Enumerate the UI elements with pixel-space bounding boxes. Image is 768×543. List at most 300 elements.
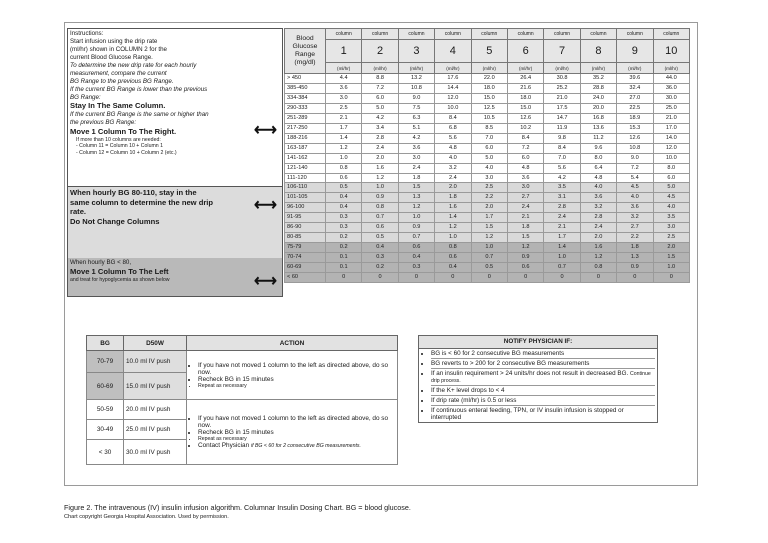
rate-cell: 2.0 — [580, 233, 616, 243]
instruction-line: If more than 10 columns are needed: — [76, 136, 161, 143]
rate-cell: 0.6 — [398, 243, 434, 253]
rate-cell: 4.0 — [617, 193, 653, 203]
rate-cell: 0.7 — [471, 253, 507, 263]
rate-cell: 3.0 — [507, 183, 543, 193]
rate-cell: 2.4 — [507, 203, 543, 213]
rate-cell: 18.9 — [617, 113, 653, 123]
rate-cell: 3.2 — [617, 213, 653, 223]
rate-cell: 1.3 — [617, 253, 653, 263]
rate-cell: 0.9 — [362, 193, 398, 203]
rate-cell: 1.0 — [362, 183, 398, 193]
rate-cell: 0.5 — [471, 263, 507, 273]
contact-physician-text: Contact Physician — [198, 442, 250, 449]
rate-cell: 0.6 — [507, 263, 543, 273]
rate-cell: 3.0 — [398, 153, 434, 163]
rate-cell: 1.0 — [544, 253, 580, 263]
rate-cell: 18.0 — [471, 83, 507, 93]
rate-cell: 0.8 — [362, 203, 398, 213]
rate-cell: 18.0 — [507, 93, 543, 103]
rate-cell: 7.0 — [544, 153, 580, 163]
contact-physician-note: if BG < 60 for 2 consecutive BG measurements. — [250, 443, 361, 449]
table-row — [285, 93, 690, 103]
column-word: column — [471, 29, 507, 40]
rate-cell: 1.7 — [544, 233, 580, 243]
rate-cell: 14.7 — [544, 113, 580, 123]
column-number: 7 — [544, 40, 580, 63]
column-word: column — [544, 29, 580, 40]
rate-cell: 12.0 — [653, 143, 689, 153]
column-word: column — [362, 29, 398, 40]
rate-cell: 2.5 — [471, 183, 507, 193]
bg-range-cell: 188-216 — [285, 133, 326, 143]
rate-cell: 0.2 — [326, 233, 362, 243]
column-number: 6 — [507, 40, 543, 63]
rate-cell: 3.5 — [544, 183, 580, 193]
rate-cell: 1.2 — [326, 143, 362, 153]
notify-item-text: If drip rate (ml/hr) is 0.5 or less — [431, 397, 517, 404]
table-row — [285, 74, 690, 84]
rate-cell: 2.7 — [507, 193, 543, 203]
rate-cell: 0.5 — [362, 233, 398, 243]
column-unit: (ml/hr) — [507, 63, 543, 74]
rate-cell: 2.4 — [398, 163, 434, 173]
rate-cell: 12.5 — [471, 103, 507, 113]
rate-cell: 21.0 — [544, 93, 580, 103]
column-unit: (ml/hr) — [617, 63, 653, 74]
rate-cell: 4.8 — [580, 173, 616, 183]
table-row — [285, 143, 690, 153]
rate-cell: 5.0 — [471, 153, 507, 163]
rate-cell: 3.0 — [653, 223, 689, 233]
rate-cell: 2.7 — [617, 223, 653, 233]
rate-cell: 0 — [653, 273, 689, 283]
bg-range-cell: 141-162 — [285, 153, 326, 163]
bg-range-cell: 385-450 — [285, 83, 326, 93]
bg-range-cell: 96-100 — [285, 203, 326, 213]
instruction-line: If the current BG Range is lower than the previous — [70, 85, 208, 93]
table-row — [285, 133, 690, 143]
rate-cell: 6.0 — [471, 143, 507, 153]
rate-cell: 4.2 — [362, 113, 398, 123]
instruction-line: Start infusion using the drip rate — [70, 37, 158, 45]
rate-cell: 2.2 — [617, 233, 653, 243]
dosing-table-body — [285, 74, 690, 283]
rate-cell: 10.2 — [507, 123, 543, 133]
instruction-line: When hourly BG < 80, — [70, 259, 132, 266]
d50w-cell: 30.0 ml IV push — [124, 440, 187, 465]
rate-cell: 11.9 — [544, 123, 580, 133]
bg-range-header: Blood Glucose Range (mg/dl) — [285, 29, 326, 74]
rate-cell: 1.2 — [471, 233, 507, 243]
rate-cell: 1.7 — [471, 213, 507, 223]
table-row — [285, 113, 690, 123]
rate-cell: 5.1 — [398, 123, 434, 133]
action-item: • If you have not moved 1 column to the left as directed above, do so now. — [198, 415, 395, 429]
rate-cell: 17.0 — [653, 123, 689, 133]
bg-range-cell: 290-333 — [285, 103, 326, 113]
rate-cell: 8.4 — [544, 143, 580, 153]
bg-range-cell: 80-85 — [285, 233, 326, 243]
notify-item-text: BG is < 60 for 2 consecutive BG measurements — [431, 350, 565, 357]
rate-cell: 0.1 — [326, 263, 362, 273]
table-row — [285, 203, 690, 213]
rate-cell: 0.8 — [580, 263, 616, 273]
rate-cell: 10.0 — [653, 153, 689, 163]
column-word: column — [435, 29, 471, 40]
notify-item — [431, 386, 655, 396]
notify-item-text: BG reverts to > 200 for 2 consecutive BG measurements — [431, 360, 590, 367]
caption-main: Figure 2. The intravenous (IV) insulin infusion algorithm. Columnar Insulin Dosing Chart. BG = blood glucose. — [64, 503, 411, 512]
notify-item-text: If continuous enteral feeding, TPN, or IV insulin infusion is stopped or interrupted — [431, 407, 624, 421]
column-number: 2 — [362, 40, 398, 63]
rate-cell: 3.2 — [580, 203, 616, 213]
table-row — [285, 103, 690, 113]
rate-cell: 15.3 — [617, 123, 653, 133]
rate-cell: 1.4 — [435, 213, 471, 223]
rate-cell: 1.7 — [326, 123, 362, 133]
instruction-line: - Column 11 = Column 10 + Column 1 — [76, 143, 163, 150]
instruction-line: Move 1 Column To The Left — [70, 266, 169, 276]
column-unit: (ml/hr) — [544, 63, 580, 74]
rate-cell: 5.0 — [362, 103, 398, 113]
instruction-line: BG Range: — [70, 93, 101, 101]
rate-cell: 6.4 — [580, 163, 616, 173]
rate-cell: 7.2 — [507, 143, 543, 153]
rate-cell: 13.2 — [398, 74, 434, 84]
column-word: column — [326, 29, 362, 40]
rate-cell: 6.3 — [398, 113, 434, 123]
rate-cell: 8.5 — [471, 123, 507, 133]
column-unit: (ml/hr) — [326, 63, 362, 74]
rate-cell: 4.5 — [617, 183, 653, 193]
bg-range-cell: 60-69 — [285, 263, 326, 273]
bg-range-cell: < 60 — [285, 273, 326, 283]
rate-cell: 26.4 — [507, 74, 543, 84]
rate-cell: 1.0 — [653, 263, 689, 273]
rate-cell: 1.0 — [326, 153, 362, 163]
rate-cell: 1.5 — [398, 183, 434, 193]
table-row — [285, 153, 690, 163]
rate-cell: 7.0 — [471, 133, 507, 143]
bg-cell: 50-59 — [87, 400, 124, 420]
action-item: • Recheck BG in 15 minutes — [198, 376, 395, 383]
d50w-cell: 20.0 ml IV push — [124, 400, 187, 420]
instruction-line: measurement, compare the current — [70, 69, 167, 77]
rate-cell: 13.6 — [580, 123, 616, 133]
rate-cell: 0.6 — [362, 223, 398, 233]
instruction-line: - Column 12 = Column 10 + Column 2 (etc.) — [76, 150, 177, 157]
column-unit: (ml/hr) — [362, 63, 398, 74]
rate-cell: 17.6 — [435, 74, 471, 84]
rate-cell: 39.6 — [617, 74, 653, 84]
rate-cell: 1.8 — [398, 173, 434, 183]
rate-cell: 10.8 — [398, 83, 434, 93]
instruction-line: Instructions: — [70, 30, 104, 37]
rate-cell: 0.6 — [435, 253, 471, 263]
table-row — [285, 253, 690, 263]
column-unit: (ml/hr) — [471, 63, 507, 74]
instruction-line: (ml/hr) shown in COLUMN 2 for the — [70, 45, 167, 53]
rate-cell: 1.8 — [507, 223, 543, 233]
rate-cell: 2.0 — [435, 183, 471, 193]
rate-cell: 32.4 — [617, 83, 653, 93]
rate-cell: 5.6 — [544, 163, 580, 173]
rate-cell: 3.1 — [544, 193, 580, 203]
rate-cell: 1.0 — [435, 233, 471, 243]
instructions-panel — [67, 28, 283, 297]
rate-cell: 1.2 — [580, 253, 616, 263]
notify-physician-box — [418, 335, 658, 423]
table-row — [285, 123, 690, 133]
instruction-line: Do Not Change Columns — [70, 217, 160, 227]
rate-cell: 0 — [471, 273, 507, 283]
rate-cell: 1.2 — [398, 203, 434, 213]
rate-cell: 0.9 — [398, 223, 434, 233]
rate-cell: 24.0 — [580, 93, 616, 103]
rate-cell: 8.4 — [435, 113, 471, 123]
instruction-line: When hourly BG 80-110, stay in the — [70, 188, 197, 197]
rate-cell: 36.0 — [653, 83, 689, 93]
rate-cell: 7.2 — [362, 83, 398, 93]
rate-cell: 9.6 — [580, 143, 616, 153]
rate-cell: 30.0 — [653, 93, 689, 103]
rate-cell: 1.8 — [617, 243, 653, 253]
rate-cell: 2.4 — [580, 223, 616, 233]
rate-cell: 5.0 — [653, 183, 689, 193]
bg-range-cell: > 450 — [285, 74, 326, 84]
rate-cell: 15.0 — [507, 103, 543, 113]
rate-cell: 1.6 — [580, 243, 616, 253]
column-number: 8 — [580, 40, 616, 63]
rate-cell: 0.8 — [326, 163, 362, 173]
action-cell — [187, 351, 398, 400]
rate-cell: 0.1 — [326, 253, 362, 263]
table-row — [285, 273, 690, 283]
stay-same-column-block — [68, 186, 282, 260]
instruction-line: same column to determine the new drip — [70, 197, 214, 207]
rate-cell: 1.0 — [398, 213, 434, 223]
rate-cell: 2.4 — [544, 213, 580, 223]
rate-cell: 6.0 — [653, 173, 689, 183]
rate-cell: 0.3 — [326, 213, 362, 223]
rate-cell: 0.6 — [326, 173, 362, 183]
d50w-cell: 25.0 ml IV push — [124, 420, 187, 440]
rate-cell: 0.4 — [435, 263, 471, 273]
rate-cell: 2.8 — [580, 213, 616, 223]
rate-cell: 12.0 — [435, 93, 471, 103]
table-row — [285, 173, 690, 183]
notify-list — [419, 349, 657, 422]
rate-cell: 1.2 — [435, 223, 471, 233]
rate-cell: 6.0 — [362, 93, 398, 103]
notify-item — [431, 406, 655, 422]
rate-cell: 4.0 — [471, 163, 507, 173]
action-item: • Recheck BG in 15 minutes — [198, 429, 395, 436]
bg-range-cell: 86-90 — [285, 223, 326, 233]
rate-cell: 22.5 — [617, 103, 653, 113]
rate-cell: 0.7 — [544, 263, 580, 273]
figure-caption — [64, 503, 704, 520]
rate-cell: 8.8 — [362, 74, 398, 84]
rate-cell: 0.3 — [326, 223, 362, 233]
rate-cell: 0 — [617, 273, 653, 283]
column-word: column — [580, 29, 616, 40]
instruction-line: Stay In The Same Column. — [70, 101, 166, 111]
instruction-line: rate. — [70, 207, 87, 217]
rate-cell: 0 — [580, 273, 616, 283]
rate-cell: 0 — [362, 273, 398, 283]
bg-range-cell: 121-140 — [285, 163, 326, 173]
rate-cell: 9.0 — [617, 153, 653, 163]
bg-range-cell: 91-95 — [285, 213, 326, 223]
rate-cell: 1.4 — [544, 243, 580, 253]
rate-cell: 1.8 — [435, 193, 471, 203]
caption-copyright: Chart copyright Georgia Hospital Association. Used by permission. — [64, 514, 229, 520]
column-number: 9 — [617, 40, 653, 63]
action-cell — [187, 400, 398, 465]
rate-cell: 25.2 — [544, 83, 580, 93]
rate-cell: 27.0 — [617, 93, 653, 103]
rate-cell: 0 — [544, 273, 580, 283]
rate-cell: 2.5 — [326, 103, 362, 113]
rate-cell: 10.5 — [471, 113, 507, 123]
bg-range-cell: 101-105 — [285, 193, 326, 203]
bg-cell: 70-79 — [87, 351, 124, 373]
rate-cell: 0.2 — [326, 243, 362, 253]
column-unit: (ml/hr) — [398, 63, 434, 74]
rate-cell: 3.6 — [398, 143, 434, 153]
d50w-column-header: D50W — [124, 336, 187, 351]
column-unit: (ml/hr) — [580, 63, 616, 74]
rate-cell: 3.6 — [617, 203, 653, 213]
rate-cell: 8.0 — [580, 153, 616, 163]
rate-cell: 0.7 — [362, 213, 398, 223]
rate-cell: 22.0 — [471, 74, 507, 84]
rate-cell: 6.0 — [507, 153, 543, 163]
rate-cell: 0 — [398, 273, 434, 283]
rate-cell: 4.8 — [435, 143, 471, 153]
instruction-line: Move 1 Column To The Right. — [70, 127, 177, 137]
rate-cell: 0.4 — [326, 203, 362, 213]
bg-range-cell: 163-187 — [285, 143, 326, 153]
table-row — [285, 233, 690, 243]
rate-cell: 4.2 — [544, 173, 580, 183]
column-number: 1 — [326, 40, 362, 63]
rate-cell: 16.8 — [580, 113, 616, 123]
rate-cell: 0 — [326, 273, 362, 283]
rate-cell: 9.0 — [398, 93, 434, 103]
action-item-contact — [198, 442, 395, 449]
table-row — [285, 163, 690, 173]
table-row — [285, 83, 690, 93]
notify-item — [431, 349, 655, 359]
rate-cell: 3.0 — [326, 93, 362, 103]
notify-item-text: If an insulin requirement > 24 units/hr does not result in decreased BG. — [431, 370, 629, 377]
move-left-block — [68, 258, 282, 296]
rate-cell: 5.6 — [435, 133, 471, 143]
column-word: column — [507, 29, 543, 40]
rate-cell: 0.9 — [617, 263, 653, 273]
rate-cell: 8.0 — [653, 163, 689, 173]
bg-range-cell: 251-289 — [285, 113, 326, 123]
notify-item-note: Continue drip process. — [431, 371, 651, 384]
rate-cell: 3.0 — [471, 173, 507, 183]
rate-cell: 28.8 — [580, 83, 616, 93]
rate-cell: 1.6 — [362, 163, 398, 173]
d50w-cell: 15.0 ml IV push — [124, 373, 187, 400]
column-word: column — [653, 29, 689, 40]
instruction-line: BG Range to the previous BG Range. — [70, 77, 174, 85]
rate-cell: 10.8 — [617, 143, 653, 153]
rate-cell: 1.2 — [362, 173, 398, 183]
rate-cell: 12.6 — [507, 113, 543, 123]
rate-cell: 4.0 — [580, 183, 616, 193]
column-unit: (ml/hr) — [653, 63, 689, 74]
column-word: column — [617, 29, 653, 40]
rate-cell: 14.4 — [435, 83, 471, 93]
rate-cell: 3.5 — [653, 213, 689, 223]
action-list — [189, 415, 395, 449]
instruction-line: If the current BG Range is the same or higher than — [70, 111, 209, 119]
double-arrow-icon: ⟷ — [254, 273, 277, 290]
rate-cell: 2.4 — [435, 173, 471, 183]
notify-item — [431, 359, 655, 369]
rate-cell: 2.5 — [653, 233, 689, 243]
rate-cell: 2.0 — [653, 243, 689, 253]
bg-cell: 60-69 — [87, 373, 124, 400]
hypoglycemia-action-table — [86, 335, 398, 465]
rate-cell: 44.0 — [653, 74, 689, 84]
rate-cell: 21.6 — [507, 83, 543, 93]
column-number: 3 — [398, 40, 434, 63]
rate-cell: 10.0 — [435, 103, 471, 113]
instructions-block — [68, 29, 282, 186]
rate-cell: 21.0 — [653, 113, 689, 123]
rate-cell: 7.5 — [398, 103, 434, 113]
rate-cell: 35.2 — [580, 74, 616, 84]
rate-cell: 1.6 — [435, 203, 471, 213]
column-number: 4 — [435, 40, 471, 63]
action-item: • Repeat as necessary — [198, 383, 395, 389]
rate-cell: 2.8 — [544, 203, 580, 213]
table-row — [285, 243, 690, 253]
rate-cell: 4.0 — [435, 153, 471, 163]
notify-title: NOTIFY PHYSICIAN IF: — [419, 336, 657, 349]
table-row — [285, 263, 690, 273]
rate-cell: 3.6 — [580, 193, 616, 203]
rate-cell: 15.0 — [471, 93, 507, 103]
rate-cell: 4.8 — [507, 163, 543, 173]
rate-cell: 0.4 — [326, 193, 362, 203]
rate-cell: 3.2 — [435, 163, 471, 173]
rate-cell: 1.3 — [398, 193, 434, 203]
rate-cell: 0.2 — [362, 263, 398, 273]
rate-cell: 0 — [435, 273, 471, 283]
bg-cell: 30-49 — [87, 420, 124, 440]
rate-cell: 4.2 — [398, 133, 434, 143]
rate-cell: 1.2 — [507, 243, 543, 253]
rate-cell: 4.5 — [653, 193, 689, 203]
rate-cell: 0.4 — [362, 243, 398, 253]
rate-cell: 30.8 — [544, 74, 580, 84]
instruction-line: current Blood Glucose Range. — [70, 53, 153, 61]
column-number: 5 — [471, 40, 507, 63]
rate-cell: 0.3 — [398, 263, 434, 273]
table-row — [285, 193, 690, 203]
rate-cell: 2.0 — [362, 153, 398, 163]
rate-cell: 3.6 — [507, 173, 543, 183]
notify-item — [431, 396, 655, 406]
